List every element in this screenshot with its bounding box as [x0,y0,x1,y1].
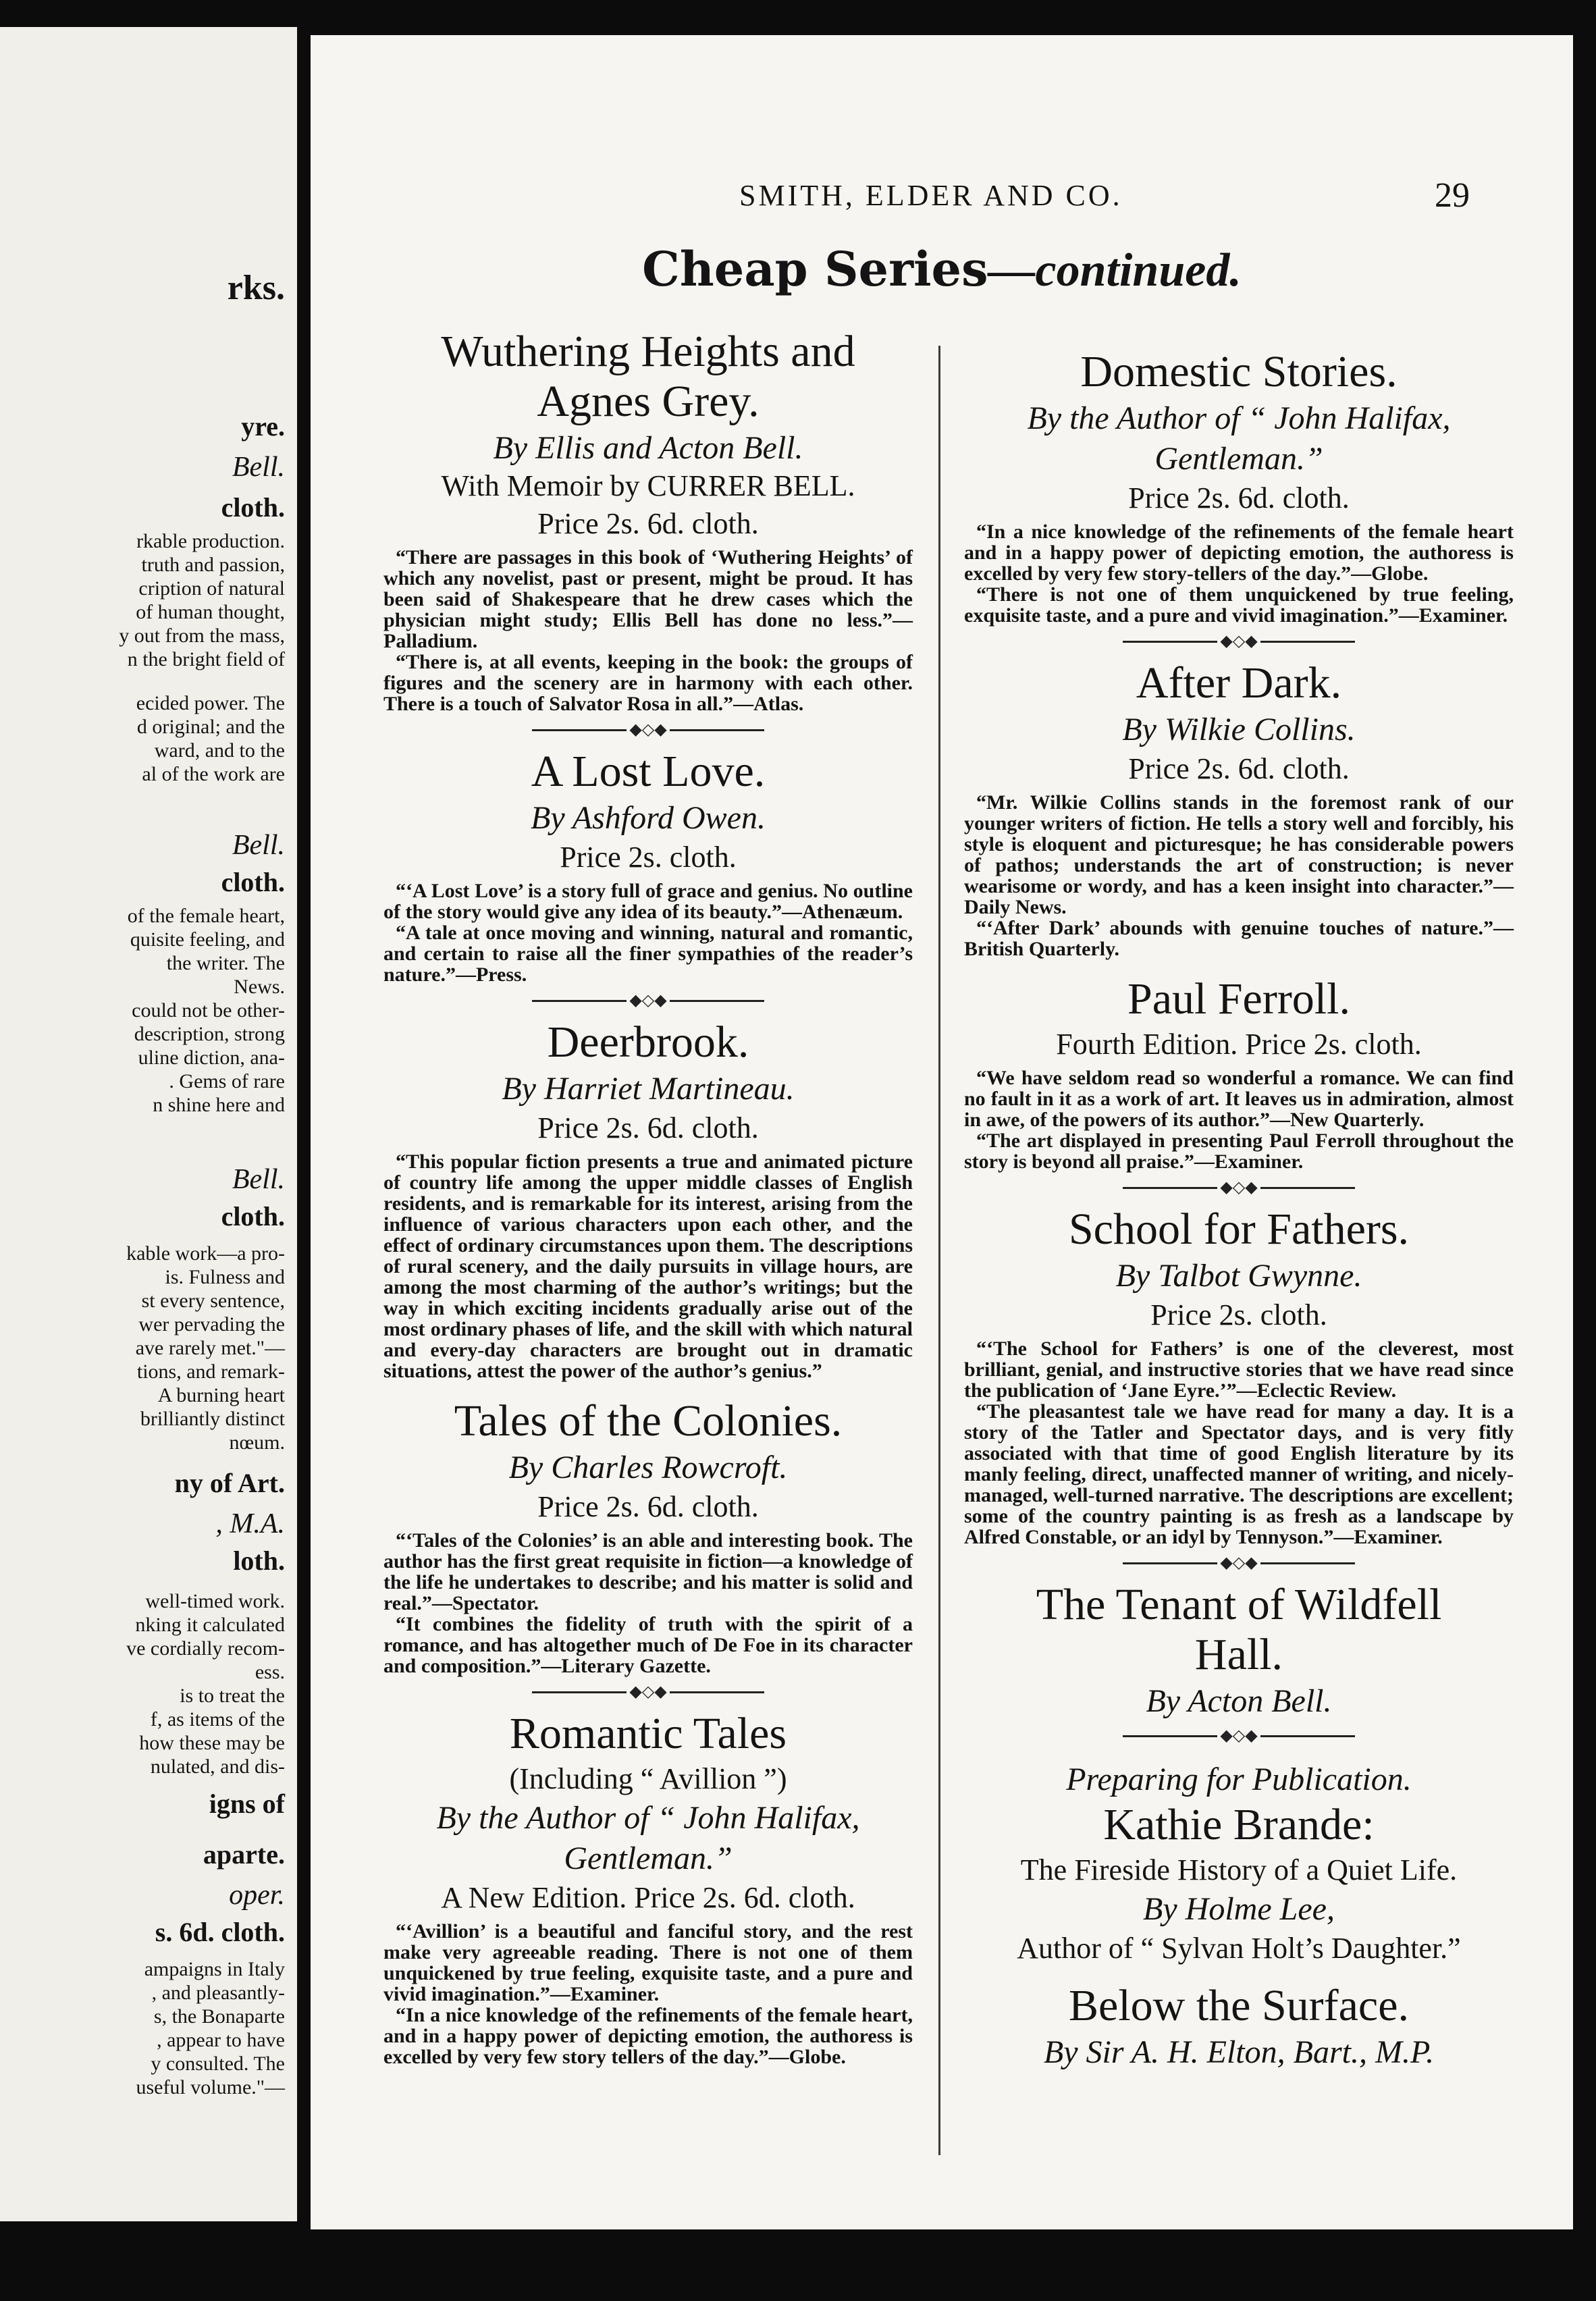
entry-wuthering-heights [378,327,918,714]
press-notice: “Mr. Wilkie Collins stands in the foremost rank of our younger writers of fiction. He tells a story well and forcibly, his style is eloquent and picturesque; he has considerable powers of pathos; understands the art of construction; is never wearisome or wordy, and has a keen insight into character.”—Daily News. [964,791,1514,918]
entry-below-the-surface [959,1981,1519,2071]
section-note: Preparing for Publication. [1066,1762,1412,1797]
facing-page-line: wer pervading the [138,1313,285,1335]
facing-page-line: cription of natural [138,577,285,600]
book-price: A New Edition. Price 2s. 6d. cloth. [441,1881,855,1914]
press-notice: “‘After Dark’ abounds with genuine touches of nature.”—British Quarterly. [964,917,1514,960]
book-price: Price 2s. 6d. cloth. [1128,481,1350,514]
press-notice: “There is not one of them unquickened by true feeling, exquisite taste, and a pure and vivid imagination.”—Examiner. [964,583,1514,627]
facing-page-line: ess. [255,1661,285,1683]
book-author: By Charles Rowcroft. [508,1450,788,1485]
book-author: By Ellis and Acton Bell. [493,430,803,466]
facing-page-line: cloth. [221,492,285,523]
facing-page-line: y out from the mass, [119,625,285,647]
facing-page-line: al of the work are [142,763,285,785]
press-notice: “The art displayed in presenting Paul Ferroll throughout the story is beyond all praise.”—Examiner. [964,1130,1514,1173]
book-title: A Lost Love. [531,747,766,796]
press-notices [383,1151,913,1381]
book-title: Hall. [1194,1630,1283,1679]
facing-page-line: s. 6d. cloth. [155,1917,285,1947]
facing-page-line: useful volume."— [136,2076,285,2098]
book-author: By Holme Lee, [1143,1891,1335,1927]
book-author: By the Author of “ John Halifax, [1027,400,1451,436]
facing-page-line: nking it calculated [135,1614,285,1636]
facing-page-line: News. [234,976,285,998]
facing-page-line: of human thought, [136,601,285,623]
press-notice: “A tale at once moving and winning, natural and romantic, and certain to raise all the finer sympathies of the reader’s nature.”—Press. [383,922,913,986]
catalogue-page [311,35,1573,2229]
press-notices [964,521,1514,626]
press-notice: “‘The School for Fathers’ is one of the cleverest, most brilliant, genial, and instructive stories that we have read since the publication of ‘Jane Eyre.’”—Eclectic Review. [964,1338,1514,1402]
facing-page-line: could not be other- [132,999,285,1022]
entry-after-dark [959,658,1519,959]
press-notice: “It combines the fidelity of truth with the spirit of a romance, and has altogether much of De Foe in its character and composition.”—Literary Gazette. [383,1613,913,1677]
entry-romantic-tales [378,1709,918,2067]
press-notice: “There is, at all events, keeping in the book: the groups of figures and the scenery are in harmony with each other. There is a touch of Salvator Rosa in all.”—Atlas. [383,651,913,715]
facing-page-line: rkable production. [136,530,285,552]
column-rule [938,346,940,2155]
press-notices [964,1338,1514,1548]
facing-page-line: kable work—a pro- [126,1242,285,1265]
press-notices [383,880,913,985]
book-author: By Acton Bell. [1146,1683,1332,1719]
book-price: Fourth Edition. Price 2s. cloth. [1056,1028,1422,1061]
facing-page-line: Bell. [232,830,285,861]
press-notice: “In a nice knowledge of the refinements of the female heart, and in a happy power of depicting emotion, the authoress is excelled by very few story tellers of the day.”—Globe. [383,2004,913,2068]
facing-page-line: n shine here and [153,1094,285,1116]
book-title: Paul Ferroll. [1127,974,1350,1024]
ornament-divider: ◆◇◆ [378,714,918,747]
facing-page-fragment [0,27,297,2221]
facing-page-line: of the female heart, [127,905,285,927]
facing-page-line: st every sentence, [141,1290,285,1312]
ornament-divider: ◆◇◆ [959,1548,1519,1580]
facing-page-line: ampaigns in Italy [144,1958,285,1980]
running-head: SMITH, ELDER AND CO. [739,179,1123,212]
facing-page-line: d original; and the [136,716,285,738]
book-title: Romantic Tales [509,1709,787,1758]
press-notices [383,1530,913,1676]
press-notice: “‘Avillion’ is a beautiful and fanciful story, and the rest make very agreeable reading. There is not one of them unquickened by true feeling, exquisite taste, and a pure and vivid imagination.”—Examiner. [383,1920,913,2005]
facing-page-line: ve cordially recom- [126,1637,285,1660]
facing-page-line: nulated, and dis- [150,1755,285,1778]
facing-page-line: aparte. [203,1839,285,1870]
facing-page-line: ecided power. The [136,692,285,714]
book-author: Gentleman.” [1154,441,1323,477]
facing-page-line: cloth. [221,867,285,897]
left-column [378,327,918,2067]
press-notice: “In a nice knowledge of the refinements of the female heart and in a happy power of depicting emotion, the authoress is excelled by very few story-tellers of the day.”—Globe. [964,521,1514,585]
book-title: After Dark. [1136,658,1342,708]
press-notice: “‘A Lost Love’ is a story full of grace and genius. No outline of the story would give any idea of its beauty.”—Athenæum. [383,880,913,923]
press-notices [964,1067,1514,1172]
book-author: By Ashford Owen. [531,800,766,836]
book-author: By Sir A. H. Elton, Bart., M.P. [1043,2034,1435,2070]
right-column [959,347,1519,2071]
facing-page-line: loth. [233,1545,285,1576]
facing-page-line: , appear to have [157,2029,285,2051]
series-continued: —continued. [988,244,1242,296]
book-price: Price 2s. cloth. [1150,1298,1327,1331]
facing-page-line: ward, and to the [154,739,285,762]
ornament-divider: ◆◇◆ [959,1172,1519,1205]
facing-page-line: . Gems of rare [169,1070,285,1092]
facing-page-line: n the bright field of [127,648,285,670]
facing-page-line: Bell. [232,452,285,483]
entry-school-for-fathers [959,1205,1519,1548]
facing-page-line: , and pleasantly- [151,1982,285,2004]
facing-page-line: how these may be [139,1732,285,1754]
facing-page-line: s, the Bonaparte [153,2005,285,2028]
facing-page-line: rks. [227,269,285,307]
facing-page-line: yre. [241,411,285,442]
press-notice: “The pleasantest tale we have read for many a day. It is a story of the Tatler and Spectator days, and is very fitly associated with that time of good English literature by its manly feeling, direct, unaffected manner of writing, and nicely-managed, well-turned narrative. The descriptions are excellent; some of the country painting is as fresh as a landscape by Alfred Constable, or an idyl by Tennyson.”—Examiner. [964,1400,1514,1548]
entry-kathie-brande [959,1800,1519,1966]
book-subtitle: (Including “ Avillion ”) [509,1762,787,1795]
facing-page-line: well-timed work. [145,1590,285,1612]
book-price: Price 2s. 6d. cloth. [537,1490,759,1523]
series-title: Cheap Series [642,241,988,297]
press-notices [964,792,1514,959]
facing-page-line: uline diction, ana- [138,1047,285,1069]
facing-page-line: description, strong [134,1023,285,1045]
book-title: Wuthering Heights and [441,327,855,376]
facing-page-line: ave rarely met."— [135,1337,285,1359]
facing-page-line: y consulted. The [151,2053,285,2075]
ornament-divider: ◆◇◆ [378,985,918,1017]
book-author: By Wilkie Collins. [1122,712,1356,747]
press-notice: “This popular fiction presents a true and animated picture of country life among the upper middle classes of English residents, and is remarkable for its interest, arising from the influence of various characters upon each other, and the effect of ordinary circumstances upon them. The descriptions of rural scenery, and the daily pursuits in village hours, are among the most charming of the author’s writings; but the way in which exciting incidents gradually arise out of the most ordinary phases of life, and the skill with which natural and every-day characters are brought out in dramatic situations, attest the power of the author’s genius.” [383,1150,913,1382]
facing-page-line: igns of [209,1789,285,1819]
facing-page-line: the writer. The [166,952,285,974]
facing-page-line: tions, and remark- [136,1360,285,1383]
press-notice: “There are passages in this book of ‘Wuthering Heights’ of which any novelist, past or present, might be proud. It has been said of Shakespeare that he drew cases which the physician might study; Ellis Bell has done no less.”—Palladium. [383,546,913,652]
book-title: Kathie Brande: [1103,1800,1375,1849]
ornament-divider: ◆◇◆ [378,1676,918,1709]
facing-page-line: Bell. [232,1164,285,1195]
book-title: Agnes Grey. [537,377,760,426]
book-price: Price 2s. cloth. [560,841,737,874]
press-notices [383,1921,913,2067]
press-notices [383,547,913,714]
book-price: Price 2s. 6d. cloth. [537,507,759,540]
page-number: 29 [1435,176,1470,215]
book-author: By Harriet Martineau. [502,1071,795,1107]
facing-page-line: brilliantly distinct [140,1408,285,1430]
facing-page-line: ny of Art. [174,1468,285,1498]
facing-page-line: is to treat the [180,1685,285,1707]
entry-paul-ferroll [959,974,1519,1172]
facing-page-line: truth and passion, [141,554,285,576]
facing-page-line: A burning heart [157,1384,285,1406]
facing-page-line: nœum. [229,1431,285,1454]
book-title: Domestic Stories. [1080,347,1398,396]
ornament-divider: ◆◇◆ [959,626,1519,658]
entry-domestic-stories [959,347,1519,626]
entry-deerbrook [378,1017,918,1381]
book-title: The Tenant of Wildfell [1036,1580,1442,1629]
book-title: School for Fathers. [1068,1205,1410,1254]
book-title: Tales of the Colonies. [454,1396,843,1446]
book-title: Deerbrook. [547,1017,749,1067]
book-memoir: With Memoir by CURRER BELL. [441,469,855,502]
series-heading [311,241,1573,298]
book-author: Gentleman.” [564,1841,733,1876]
entry-tales-of-the-colonies [378,1396,918,1676]
facing-page-line: is. Fulness and [165,1266,285,1288]
press-notice: “We have seldom read so wonderful a romance. We can find no fault in it as a work of art. It leaves us in admiration, almost in awe, of the powers of its author.”—New Quarterly. [964,1067,1514,1131]
facing-page-line: oper. [229,1880,285,1911]
book-author: By Talbot Gwynne. [1115,1258,1362,1294]
facing-page-line: f, as items of the [150,1708,285,1730]
ornament-divider: ◆◇◆ [959,1720,1519,1753]
book-author: By the Author of “ John Halifax, [436,1800,860,1836]
facing-page-line: , M.A. [215,1508,285,1539]
press-notice: “‘Tales of the Colonies’ is an able and interesting book. The author has the first great requisite in fiction—a knowledge of the life he undertakes to describe; and his matter is solid and real.”—Spectator. [383,1529,913,1614]
entry-tenant-of-wildfell-hall [959,1580,1519,1720]
facing-page-line: cloth. [221,1201,285,1232]
page-header [311,178,1573,226]
preparing-heading [959,1760,1519,1800]
entry-a-lost-love [378,747,918,985]
book-price: Price 2s. 6d. cloth. [1128,752,1350,785]
book-title: Below the Surface. [1069,1981,1409,2030]
book-subtitle: The Fireside History of a Quiet Life. [1020,1853,1458,1886]
facing-page-line: quisite feeling, and [130,928,285,951]
book-price: Price 2s. 6d. cloth. [537,1111,759,1144]
book-author-note: Author of “ Sylvan Holt’s Daughter.” [1017,1932,1461,1965]
